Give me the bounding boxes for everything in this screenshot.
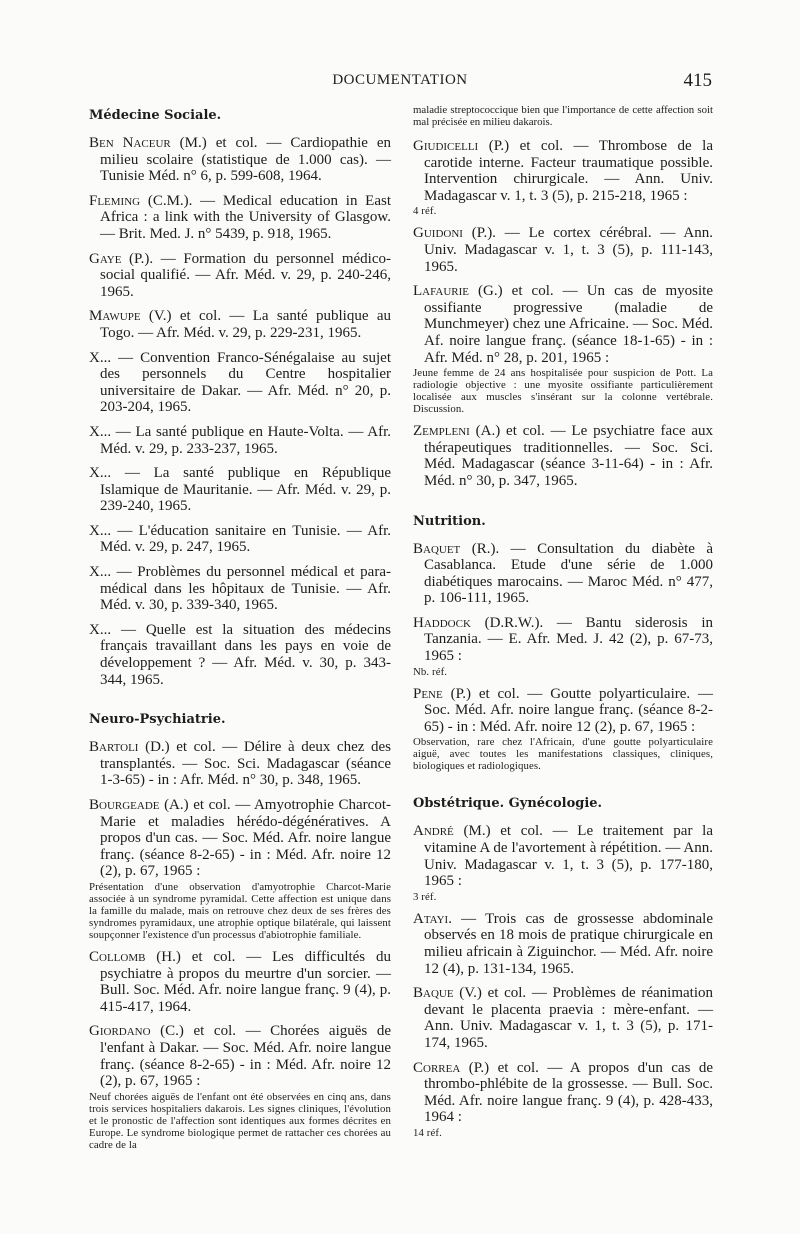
entry-abstract: Nb. réf.	[413, 665, 448, 678]
entry-author: Zempleni	[413, 423, 470, 440]
entry-author: Pene	[413, 685, 443, 702]
bibliography-entry	[89, 564, 391, 614]
entry-author: Baquet	[413, 540, 461, 557]
entry-text: (P.). — Formation du personnel médico-social qualifié. — Afr. Méd. v. 29, p. 240-246, 1965.	[100, 250, 391, 300]
entry-author: Fleming	[89, 192, 141, 209]
bibliography-entry	[89, 251, 391, 301]
entry-abstract: 3 réf.	[413, 890, 437, 903]
entry-author: Mawupe	[89, 308, 141, 325]
bibliography-entry	[413, 615, 713, 678]
entry-author: Giordano	[89, 1023, 151, 1040]
bibliography-entry	[413, 138, 713, 217]
entry-text: X... — Problèmes du personnel médical et para-médical dans les hôpitaux de Tunisie. — Afr. Méd. v. 30, p. 339-340, 1965.	[89, 564, 391, 614]
entry-text: (A.) et col. — Amyotrophie Charcot-Marie et maladies hérédo-dégénératives. A propos d'un cas. — Soc. Méd. Afr. noire langue franç. (séance 8-2-65) - in : Méd. Afr. noire 12 (2), p. 67, 1965 :	[100, 797, 391, 880]
section-gap	[413, 498, 713, 508]
entry-text: (G.) et col. — Un cas de myosite ossifiante progressive (maladie de Munchmeyer) chez une Africaine. — Soc. Méd. Af. noire langue franç. (séance 18-1-65) - in : Afr. Méd. n° 28, p. 201, 1965 :	[424, 283, 713, 366]
entry-text: (V.) et col. — Problèmes de réanimation devant le placenta praevia : mère-enfant. — Ann. Univ. Madagascar v. 1, t. 3 (5), p. 171-174, 1965.	[424, 985, 713, 1051]
entry-text: (R.). — Consultation du diabète à Casablanca. Etude d'une série de 1.000 diabétiques marocains. — Maroc Méd. n° 477, p. 106-111, 1965.	[424, 540, 713, 607]
continued-abstract: maladie streptococcique bien que l'importance de cette affection soit mal précisée en milieu dakarois.	[413, 104, 713, 128]
bibliography-entry	[413, 541, 713, 607]
entry-author: Collomb	[89, 948, 146, 965]
section-heading: Nutrition.	[413, 513, 486, 529]
page-header	[0, 72, 800, 94]
entry-author: Correa	[413, 1059, 461, 1076]
entry-text: (M.) et col. — Cardiopathie en milieu scolaire (statistique de 1.000 cas). — Tunisie Méd. n° 6, p. 599-608, 1964.	[100, 135, 391, 185]
entry-text: (D.R.W.). — Bantu siderosis in Tanzania. — E. Afr. Med. J. 42 (2), p. 67-73, 1965 :	[424, 614, 713, 665]
entry-author: Bourgeade	[89, 797, 160, 813]
entry-author: André	[413, 823, 454, 840]
bibliography-entry	[89, 424, 391, 457]
bibliography-entry	[413, 423, 713, 489]
bibliography-entry	[89, 135, 391, 185]
entry-abstract: 14 réf.	[413, 1126, 442, 1139]
entry-author: Giudicelli	[413, 138, 479, 154]
left-column	[89, 104, 391, 1159]
section-heading: Obstétrique. Gynécologie.	[413, 796, 603, 812]
page-number: 415	[683, 70, 712, 91]
bibliography-entry	[89, 797, 391, 941]
entry-author: Ben Naceur	[89, 135, 171, 151]
entry-author: Lafaurie	[413, 283, 470, 300]
entry-author: Atayi	[413, 910, 449, 927]
bibliography-entry	[413, 283, 713, 415]
entry-text: (C.M.). — Medical education in East Africa : a link with the University of Glasgow. — Brit. Med. J. n° 5439, p. 918, 1965.	[100, 192, 391, 242]
entry-abstract: Observation, rare chez l'Africain, d'une goutte polyarticulaire aiguë, avec toutes les manifestations classiques, cliniques, biologiques et radiologiques.	[413, 736, 713, 773]
bibliography-entry	[413, 823, 713, 902]
bibliography-entry	[89, 523, 391, 556]
entry-text: (C.) et col. — Chorées aiguës de l'enfant à Dakar. — Soc. Méd. Afr. noire langue franç. (séance 8-2-65) - in : Méd. Afr. noire 12 (2), p. 67, 1965 :	[100, 1023, 391, 1090]
right-column	[413, 104, 713, 1147]
bibliography-entry	[413, 1060, 713, 1139]
entry-abstract: Neuf chorées aiguës de l'enfant ont été observées en cinq ans, dans trois services hospitaliers dakarois. Les signes cliniques, l'évolution et le pronostic de l'affection sont identiques aux formes décrites en Europe. Le syndrome biologique permet de rattacher ces chorées au cadre de la	[89, 1090, 391, 1151]
entry-author: Guidoni	[413, 225, 463, 242]
entry-abstract: 4 réf.	[413, 205, 437, 218]
entry-text: (P.) et col. — Goutte polyarticulaire. — Soc. Méd. Afr. noire langue franç. (séance 8-2-65) - in : Méd. Afr. noire 12 (2), p. 67, 1965 :	[424, 685, 713, 735]
bibliography-entry	[89, 465, 391, 515]
section-heading: Médecine Sociale.	[89, 108, 222, 123]
entry-text: (P.) et col. — Thrombose de la carotide interne. Facteur traumatique possible. Intervention chirurgicale. — Ann. Univ. Madagascar v. 1, t. 3 (5), p. 215-218, 1965 :	[424, 138, 713, 204]
bibliography-entry	[89, 622, 391, 688]
bibliography-entry	[413, 686, 713, 773]
bibliography-entry	[413, 911, 713, 977]
entry-author: Baque	[413, 985, 454, 1002]
bibliography-entry	[413, 985, 713, 1051]
entry-text: (H.) et col. — Les difficultés du psychiatre à propos du meurtre d'un sorcier. — Bull. Soc. Méd. Afr. noire langue franç. 9 (4), p. 415-417, 1964.	[100, 948, 391, 1015]
section-heading: Neuro-Psychiatrie.	[89, 712, 226, 728]
entry-text: X... — La santé publique en Haute-Volta. — Afr. Méd. v. 29, p. 233-237, 1965.	[89, 423, 391, 457]
bibliography-entry	[89, 193, 391, 243]
entry-text: X... — Quelle est la situation des médecins français travaillant dans les pays en voie de développement ? — Afr. Méd. v. 30, p. 343-344, 1965.	[89, 621, 391, 688]
entry-abstract: Jeune femme de 24 ans hospitalisée pour suspicion de Pott. La radiologie objective : une myosite ossifiante particulièrement localisée aux muscles s'insérant sur la colonne vertébrale. Discussion.	[413, 367, 713, 416]
bibliography-entry	[413, 225, 713, 275]
section-gap	[413, 780, 713, 790]
bibliography-entry	[89, 350, 391, 416]
entry-text: . — Trois cas de grossesse abdominale observés en 18 mois de pratique chirurgicale en milieu africain à Ziguinchor. — Méd. Afr. noire 12 (4), p. 131-134, 1965.	[424, 910, 713, 977]
entry-text: X... — L'éducation sanitaire en Tunisie. — Afr. Méd. v. 29, p. 247, 1965.	[89, 522, 391, 556]
entry-author: Gaye	[89, 250, 122, 267]
entry-text: (A.) et col. — Le psychiatre face aux thérapeutiques traditionnelles. — Soc. Sci. Méd. Madagascar (séance 3-11-64) - in : Afr. Méd. n° 30, p. 347, 1965.	[424, 423, 713, 489]
section-gap	[89, 696, 391, 706]
entry-text: (P.) et col. — A propos d'un cas de thrombo-phlébite de la grossesse. — Bull. Soc. Méd. Afr. noire langue franç. 9 (4), p. 428-433, 1964 :	[424, 1059, 713, 1126]
bibliography-entry	[89, 308, 391, 341]
bibliography-entry	[89, 1023, 391, 1150]
bibliography-entry	[89, 739, 391, 789]
entry-abstract: Présentation d'une observation d'amyotrophie Charcot-Marie associée à un syndrome pyramidal. Cette affection est unique dans la famille du malade, mais on retrouve chez deux de ses frères des syndromes pyramidaux, une atrophie optique bilatérale, qui laissent soupçonner l'existence d'un processus d'abiotrophie familiale.	[89, 880, 391, 941]
running-title: DOCUMENTATION	[332, 72, 468, 88]
entry-text: (D.) et col. — Délire à deux chez des transplantés. — Soc. Sci. Madagascar (séance 1-3-65) - in : Afr. Méd. n° 30, p. 348, 1965.	[100, 739, 391, 789]
entry-text: (M.) et col. — Le traitement par la vitamine A de l'avortement à répétition. — Ann. Univ. Madagascar v. 1, t. 3 (5), p. 177-180, 1965 :	[424, 823, 713, 890]
entry-author: Haddock	[413, 614, 471, 631]
entry-text: X... — La santé publique en République Islamique de Mauritanie. — Afr. Méd. v. 29, p. 239-240, 1965.	[89, 465, 391, 515]
bibliography-entry	[89, 949, 391, 1015]
entry-text: (P.). — Le cortex cérébral. — Ann. Univ. Madagascar v. 1, t. 3 (5), p. 111-143, 1965.	[424, 225, 713, 275]
entry-text: (V.) et col. — La santé publique au Togo. — Afr. Méd. v. 29, p. 229-231, 1965.	[100, 308, 391, 341]
entry-author: Bartoli	[89, 739, 139, 756]
entry-text: X... — Convention Franco-Sénégalaise au sujet des personnels du Centre hospitalier universitaire de Dakar. — Afr. Méd. n° 20, p. 203-204, 1965.	[89, 349, 391, 416]
